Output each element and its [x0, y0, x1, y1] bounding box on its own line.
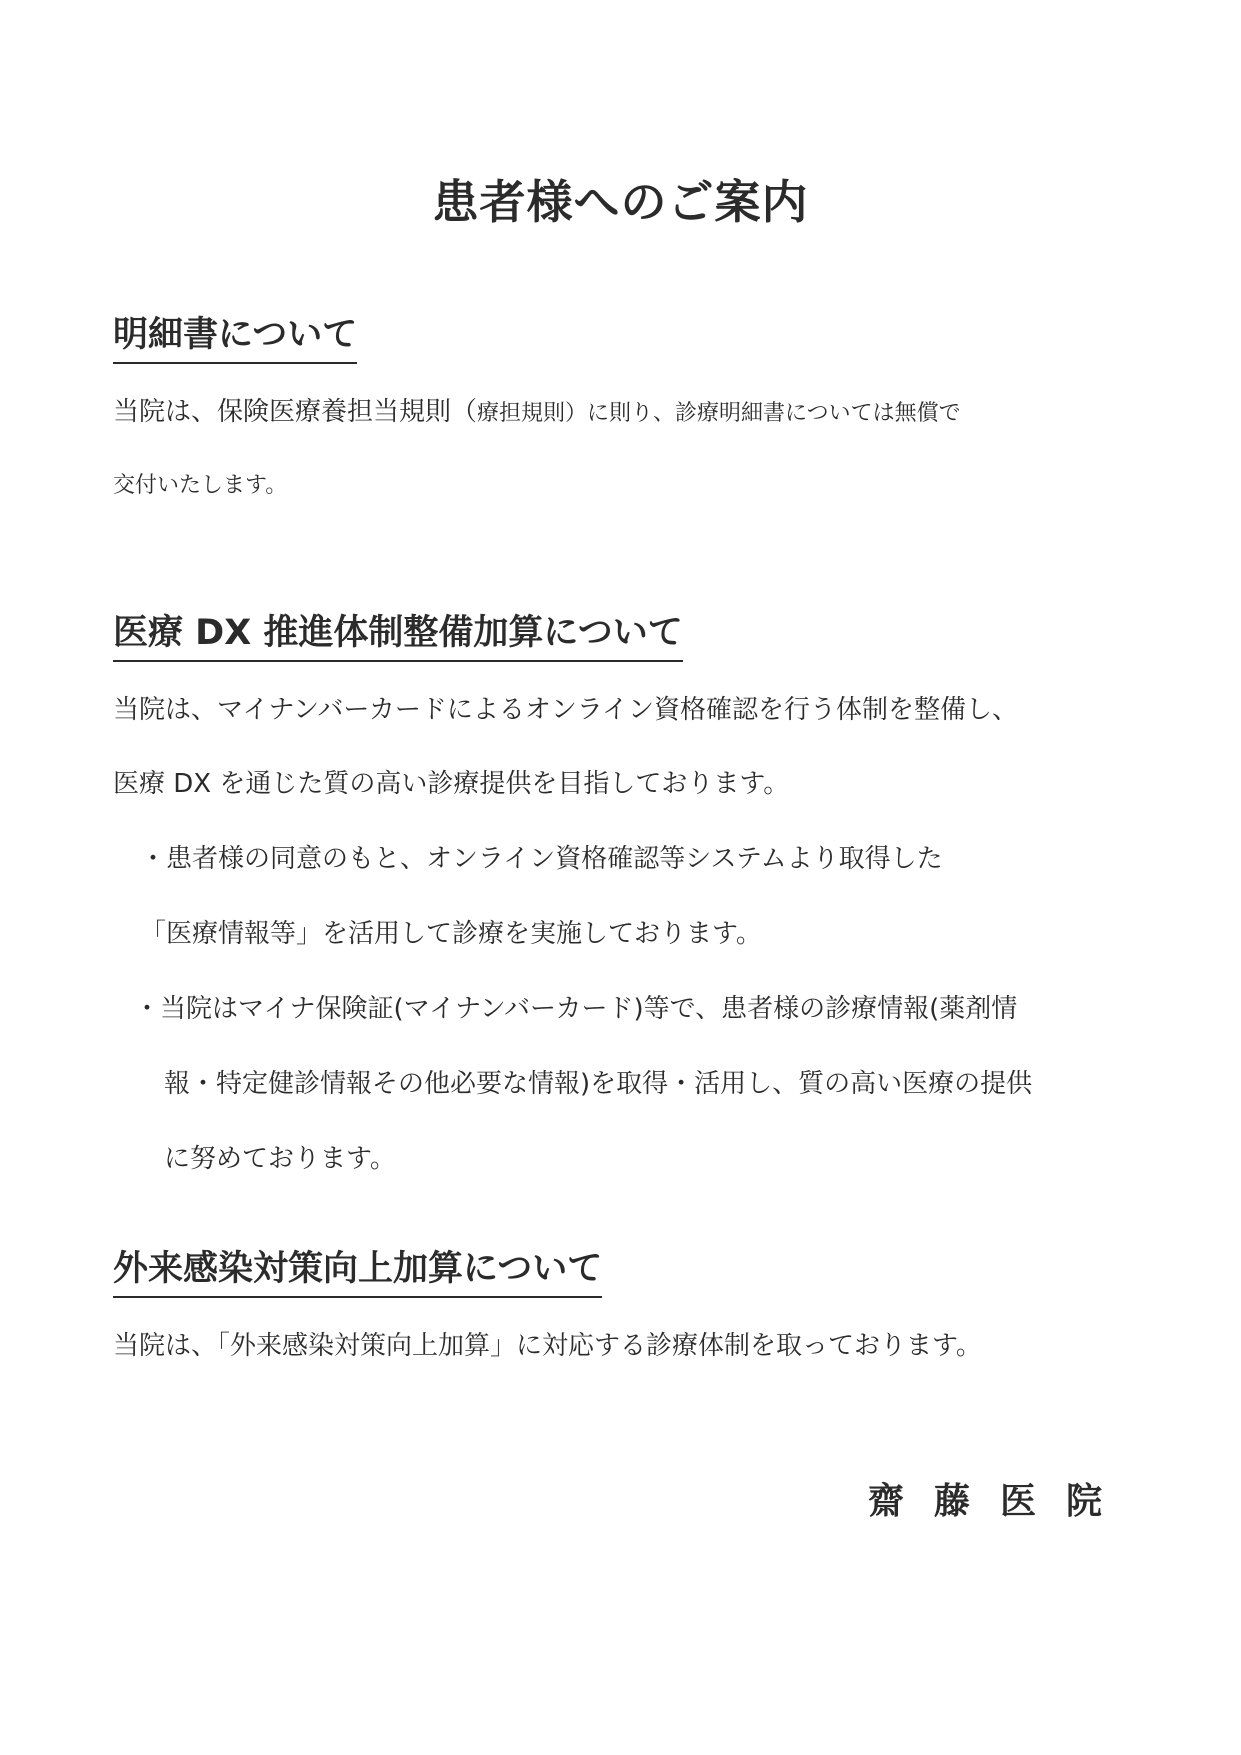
section-heading-meisaisho: 明細書について — [113, 312, 357, 364]
dx-text-line-2: 医療 DX を通じた質の高い診療提供を目指しております。 — [113, 769, 790, 799]
clinic-name: 齋藤医院 — [868, 1481, 1133, 1522]
dx-text-line-1: 当院は、マイナンバーカードによるオンライン資格確認を行う体制を整備し、 — [113, 695, 1019, 725]
meisaisho-text-line-1 — [113, 395, 961, 431]
page-title: 患者様へのご案内 — [432, 175, 809, 229]
dx-bullet-2-line-1: ・当院はマイナ保険証(マイナンバーカード)等で、患者様の診療情報(薬剤情 — [134, 994, 1018, 1024]
dx-bullet-1-line-2: 「医療情報等」を活用して診療を実施しております。 — [140, 919, 762, 949]
meisaisho-text-main: 当院は、保険医療養担当規則（ — [113, 397, 478, 427]
meisaisho-text-small: 療担規則）に則り、診療明細書については無償で — [477, 401, 961, 426]
dx-bullet-1-line-1: ・患者様の同意のもと、オンライン資格確認等システムより取得した — [140, 844, 943, 874]
section-heading-dx: 医療 DX 推進体制整備加算について — [113, 610, 683, 662]
infection-text-line-1: 当院は、「外来感染対策向上加算」に対応する診療体制を取っております。 — [113, 1331, 982, 1361]
meisaisho-text-line-2: 交付いたします。 — [113, 473, 288, 498]
dx-bullet-2-line-3: に努めております。 — [164, 1144, 396, 1174]
section-heading-infection: 外来感染対策向上加算について — [113, 1246, 602, 1298]
dx-bullet-2-line-2: 報・特定健診情報その他必要な情報)を取得・活用し、質の高い医療の提供 — [164, 1069, 1033, 1099]
